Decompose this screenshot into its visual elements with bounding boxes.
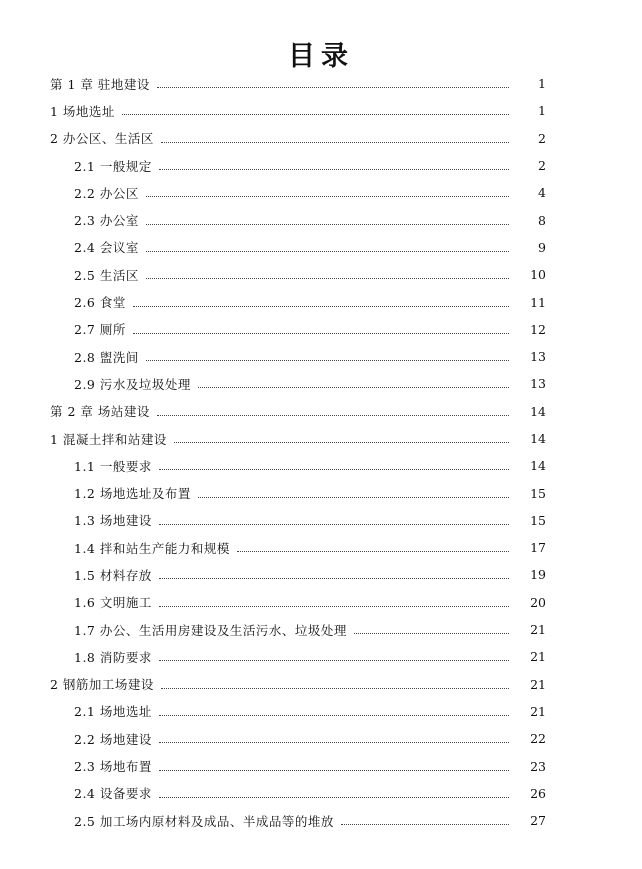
toc-entry[interactable] (0, 452, 642, 479)
toc-entry-title: 1.2 场地选址及布置 (74, 484, 194, 502)
dot-leader (146, 196, 509, 197)
toc-entry-title: 2.9 污水及垃圾处理 (74, 375, 194, 393)
toc-entry-page: 2 (513, 158, 546, 173)
dot-leader (237, 551, 509, 552)
toc-entry[interactable] (0, 206, 642, 233)
page-title: 目录 (288, 41, 354, 72)
toc-entry-title: 1.8 消防要求 (74, 648, 155, 666)
toc-entry-page: 22 (513, 731, 546, 746)
toc-entry[interactable] (0, 507, 642, 534)
toc-entry-page: 4 (513, 185, 546, 200)
toc-entry-page: 14 (513, 404, 546, 419)
toc-entry[interactable] (0, 807, 642, 834)
dot-leader (133, 333, 509, 334)
toc-entry-title: 2.5 生活区 (74, 266, 142, 284)
toc-entry-page: 11 (513, 295, 546, 310)
toc-entry-title: 2.5 加工场内原材料及成品、半成品等的堆放 (74, 812, 337, 830)
toc-entry[interactable] (0, 316, 642, 343)
toc-entry-page: 1 (513, 103, 546, 118)
dot-leader (146, 224, 509, 225)
dot-leader (198, 497, 509, 498)
toc-entry[interactable] (0, 425, 642, 452)
toc-entry[interactable] (0, 725, 642, 752)
dot-leader (354, 633, 509, 634)
toc-entry-title: 2.1 场地选址 (74, 702, 155, 720)
toc-entry[interactable] (0, 97, 642, 124)
toc-entry-page: 10 (513, 267, 546, 282)
dot-leader (161, 688, 509, 689)
toc-entry-title: 1.5 材料存放 (74, 566, 155, 584)
toc-entry[interactable] (0, 561, 642, 588)
dot-leader (159, 770, 509, 771)
toc-entry[interactable] (0, 179, 642, 206)
toc-entry-page: 8 (513, 213, 546, 228)
toc-entry-page: 9 (513, 240, 546, 255)
dot-leader (157, 87, 509, 88)
toc-entry-page: 17 (513, 540, 546, 555)
dot-leader (174, 442, 509, 443)
toc-entry-title: 2.2 办公区 (74, 184, 142, 202)
toc-entry-title: 2 钢筋加工场建设 (50, 675, 157, 693)
toc-entry-page: 1 (513, 76, 546, 91)
toc-entry-page: 13 (513, 349, 546, 364)
toc-entry-page: 21 (513, 649, 546, 664)
toc-entry-page: 15 (513, 486, 546, 501)
toc-entry[interactable] (0, 343, 642, 370)
toc-entry-title: 2.3 场地布置 (74, 757, 155, 775)
toc-entry[interactable] (0, 234, 642, 261)
toc-entry[interactable] (0, 534, 642, 561)
dot-leader (146, 251, 509, 252)
dot-leader (133, 306, 509, 307)
dot-leader (159, 660, 509, 661)
toc-entry-title: 第 2 章 场站建设 (50, 402, 153, 420)
toc-entry-title: 2 办公区、生活区 (50, 129, 157, 147)
toc-entry[interactable] (0, 780, 642, 807)
toc-entry[interactable] (0, 125, 642, 152)
toc-entry-title: 2.1 一般规定 (74, 157, 155, 175)
dot-leader (146, 278, 509, 279)
toc-entry[interactable] (0, 70, 642, 97)
toc-entry-title: 2.4 会议室 (74, 238, 142, 256)
toc-entry-title: 1.1 一般要求 (74, 457, 155, 475)
toc-entry[interactable] (0, 370, 642, 397)
toc-entry-page: 21 (513, 677, 546, 692)
toc-entry-title: 2.8 盥洗间 (74, 348, 142, 366)
toc-entry-title: 2.4 设备要求 (74, 784, 155, 802)
dot-leader (159, 797, 509, 798)
toc-entry-page: 13 (513, 376, 546, 391)
toc-entry-title: 2.7 厕所 (74, 320, 129, 338)
dot-leader (146, 360, 509, 361)
toc-entry-page: 27 (513, 813, 546, 828)
toc-entry-page: 21 (513, 622, 546, 637)
toc-entry[interactable] (0, 398, 642, 425)
toc-entry-page: 20 (513, 595, 546, 610)
dot-leader (198, 387, 509, 388)
toc-entry-title: 1 混凝土拌和站建设 (50, 430, 170, 448)
toc-entry-page: 12 (513, 322, 546, 337)
toc-entry-page: 15 (513, 513, 546, 528)
toc-entry-title: 1.3 场地建设 (74, 511, 155, 529)
toc-entry[interactable] (0, 152, 642, 179)
toc-entry-title: 1.4 拌和站生产能力和规模 (74, 539, 233, 557)
dot-leader (159, 524, 509, 525)
toc-entry-page: 23 (513, 759, 546, 774)
toc-entry[interactable] (0, 643, 642, 670)
dot-leader (341, 824, 509, 825)
toc-entry[interactable] (0, 698, 642, 725)
dot-leader (159, 469, 509, 470)
table-of-contents (0, 70, 642, 834)
toc-entry-title: 2.6 食堂 (74, 293, 129, 311)
toc-entry[interactable] (0, 752, 642, 779)
dot-leader (159, 578, 509, 579)
toc-entry-title: 1.6 文明施工 (74, 593, 155, 611)
toc-entry-page: 14 (513, 431, 546, 446)
dot-leader (159, 715, 509, 716)
dot-leader (159, 742, 509, 743)
toc-entry-title: 2.2 场地建设 (74, 730, 155, 748)
dot-leader (157, 415, 509, 416)
toc-entry-page: 26 (513, 786, 546, 801)
toc-entry[interactable] (0, 479, 642, 506)
toc-entry-page: 14 (513, 458, 546, 473)
toc-entry-page: 2 (513, 131, 546, 146)
dot-leader (161, 142, 509, 143)
toc-entry-page: 19 (513, 567, 546, 582)
toc-entry[interactable] (0, 288, 642, 315)
dot-leader (159, 169, 509, 170)
toc-entry-title: 1 场地选址 (50, 102, 118, 120)
toc-entry[interactable] (0, 616, 642, 643)
toc-entry-page: 21 (513, 704, 546, 719)
dot-leader (122, 114, 509, 115)
toc-entry-title: 第 1 章 驻地建设 (50, 75, 153, 93)
toc-entry[interactable] (0, 589, 642, 616)
toc-entry[interactable] (0, 671, 642, 698)
toc-entry-title: 1.7 办公、生活用房建设及生活污水、垃圾处理 (74, 621, 350, 639)
dot-leader (159, 606, 509, 607)
toc-entry[interactable] (0, 261, 642, 288)
toc-entry-title: 2.3 办公室 (74, 211, 142, 229)
